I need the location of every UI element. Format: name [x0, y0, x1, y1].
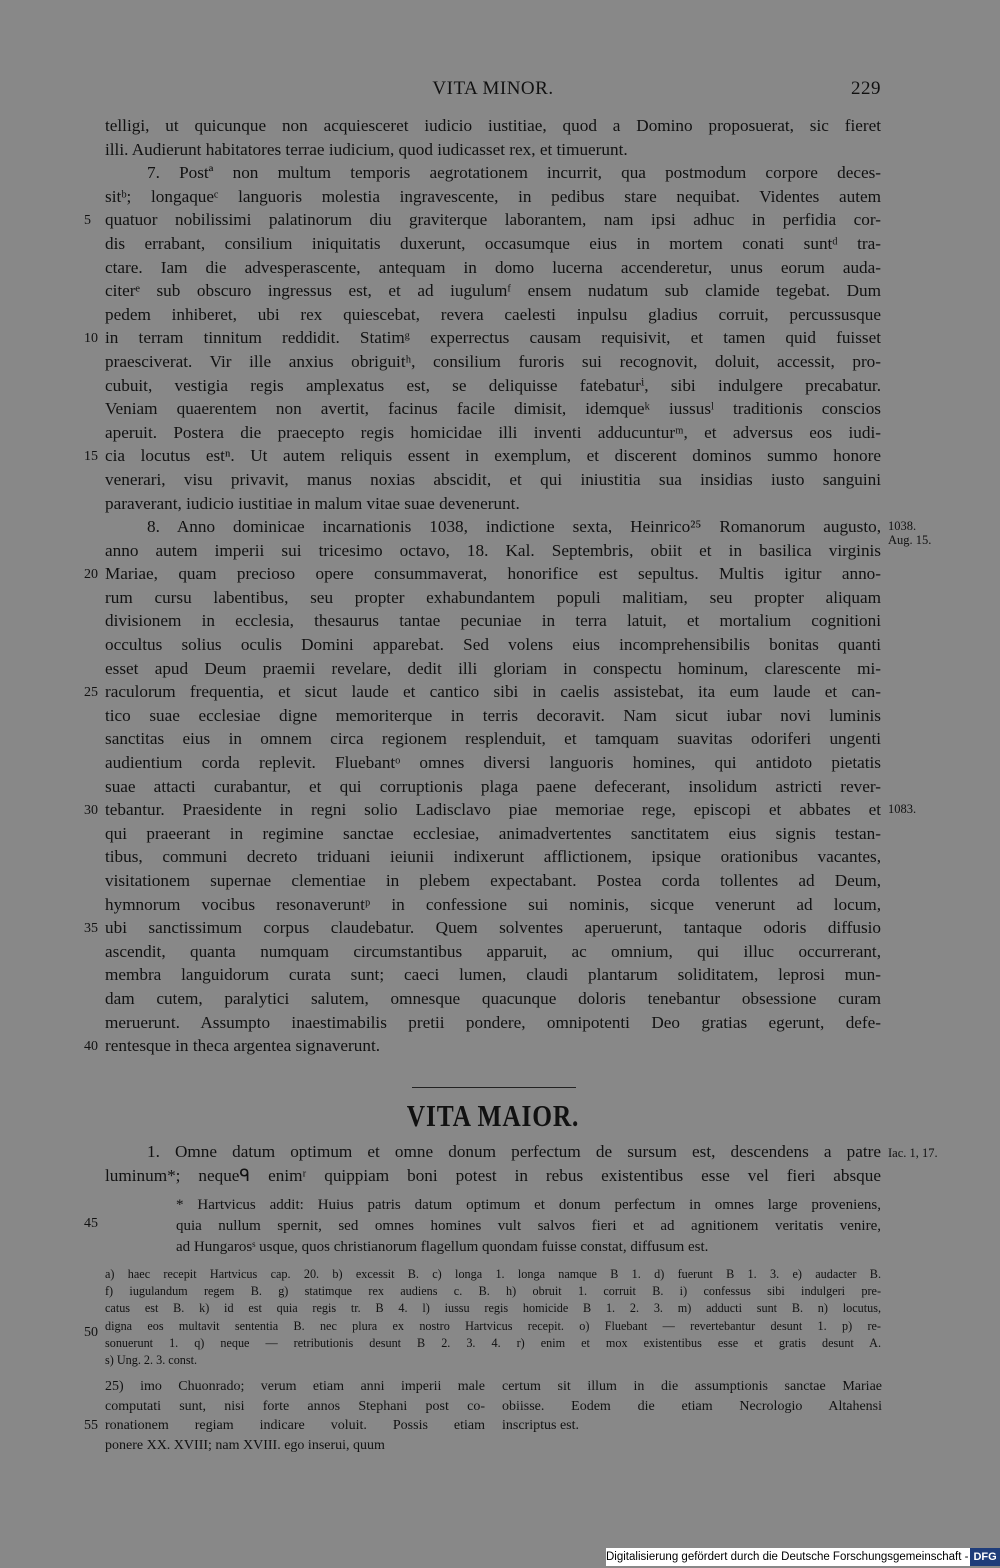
text-line: audientium corda replevit. Fluebantᵒ omnes diversi languoris homines, qui antidoto pietatis	[105, 753, 881, 773]
section-title: VITA MAIOR.	[406, 1098, 580, 1133]
line-number: 35	[84, 921, 98, 937]
text-line: in terram tinnitum reddidit. Statimᵍ experrectus causam requisivit, et tamen quid fuisset	[105, 328, 881, 348]
text-line: ubi sanctissimum corpus claudebatur. Quem solventes aperuerunt, tantaque odoris diffusio	[105, 918, 881, 938]
text-line: 8. Anno dominicae incarnationis 1038, indictione sexta, Heinrico²⁵ Romanorum augusto,	[147, 517, 881, 537]
text-line: ctare. Iam die advesperascente, antequam in domo lucerna accenderetur, unus eorum auda-	[105, 257, 881, 277]
page-number: 229	[851, 78, 881, 99]
footnote-line: f) iugulandum regem B. g) statimque rex audiens c. B. h) obruit 1. corruit B. i) confessus sibi indulgeri pre-	[105, 1284, 881, 1299]
text-line: meruerunt. Assumpto inaestimabilis pretii pondere, omnipotenti Deo gratias egerunt, defe-	[105, 1012, 881, 1032]
editor-note-line: obiisse. Eodem die etiam Necrologio Altahensi	[502, 1398, 882, 1414]
text-line: dis errabant, consilium iniquitatis duxerunt, occasumque eius in mortem conati suntᵈ tra-	[105, 233, 881, 253]
editor-note-line: ponere XX. XVIII; nam XVIII. ego inserui, quum	[105, 1437, 385, 1453]
text-line: citerᵉ sub obscuro ingressus est, et ad iugulumᶠ ensem nudatum sub clamide tegebat. Dum	[105, 281, 881, 301]
author-note-block	[176, 1195, 881, 1258]
text-line: praesciverat. Vir ille anxius obriguitʰ, consilium furoris sui recognovit, doluit, accessit, pro-	[105, 351, 881, 371]
text-line: telligi, ut quicunque non acquiesceret iudicio iustitiae, quod a Domino proposuerat, sic fieret	[105, 116, 881, 135]
text-line: Mariae, quam precioso opere consummaverat, honorifice est sepultus. Multis igitur anno-	[105, 564, 881, 584]
editor-note-line: 25) imo Chuonrado; verum etiam anni imperii male	[105, 1379, 485, 1394]
text-line: membra languidorum curata sunt; caeci lumen, claudi plantarum soliditatem, leprosi mun-	[105, 965, 881, 985]
text-line: dam cutem, paralytici salutem, omnesque quacunque doloris tenebantur obsessione curam	[105, 988, 881, 1008]
text-line: Veniam quaerentem non avertit, facinus facile dimisit, idemqueᵏ iussusˡ traditionis conscios	[105, 399, 881, 419]
text-line: tico suae ecclesiae digne memoriterque in terris decoravit. Nam sicut iubar novi luminis	[105, 705, 881, 725]
text-line: rentesque in theca argentea signaverunt.	[105, 1036, 381, 1056]
footnote-line: a) haec recepit Hartvicus cap. 20. b) excessit B. c) longa 1. longa namque B 1. d) fuerunt B 1. 3. e) audacter B.	[105, 1267, 881, 1281]
note-line: ad Hungarosˢ usque, quos christianorum flagellum quondam fuisse constat, diffusum est.	[176, 1239, 709, 1255]
text-line: aperuit. Postera die praecepto regis homicidae illi inventi adducunturᵐ, et adversus eos iudi-	[105, 422, 881, 442]
text-line: occultus solius oculis Domini apparebat. Sed volens eius incomprehensibilis bonitas quanti	[105, 635, 881, 655]
text-line: 7. Postª non multum temporis aegrotationem incurrit, qua postmodum corpore deces-	[147, 163, 881, 183]
text-line: rum cursu labentibus, seu propter exhabundantem populi malitiam, seu propter aliquam	[105, 587, 881, 607]
footer-text: Digitalisierung gefördert durch die Deutsche Forschungsgemeinschaft	[606, 1551, 962, 1563]
text-line: anno autem imperii sui tricesimo octavo, 18. Kal. Septembris, obiit et in basilica virginis	[105, 540, 881, 560]
editor-note-line: certum sit illum in die assumptionis sanctae Mariae	[502, 1379, 882, 1394]
text-line: sitᵇ; longaqueᶜ languoris molestia ingravescente, in pedibus stare nequibat. Videntes autem	[105, 186, 881, 206]
line-number: 15	[84, 449, 98, 465]
section-text-block	[105, 1140, 881, 1187]
line-number: 20	[84, 567, 98, 583]
footnote-line: digna eos multavit sententia B. nec plura ex nostro Hartvicus recepit. o) Fluebant — revertebantur desunt 1. p) re-	[105, 1318, 881, 1333]
editor-note-line: ronationem regiam indicare voluit. Possis etiam	[105, 1418, 485, 1433]
note-line: * Hartvicus addit: Huius patris datum optimum et donum perfectum in omnes large proveniens,	[176, 1197, 881, 1213]
section-divider	[412, 1087, 576, 1088]
text-line: esset apud Deum praemii revelare, dedit illi gloriam in conspectu hominum, clarescente mi-	[105, 658, 881, 678]
running-header	[105, 78, 881, 104]
note-line: quia nullum spernit, sed omnes homines vult salvos fieri et ad agnitionem veritatis venire,	[176, 1218, 881, 1234]
line-number: 25	[84, 685, 98, 701]
margin-note-iac: Iac. 1, 17.	[888, 1146, 938, 1160]
text-line: hymnorum vocibus resonaveruntᵖ in confessione sui nominis, sicque venerunt ad locum,	[105, 894, 881, 914]
text-line: tebantur. Praesidente in regni solio Ladisclavo piae memoriae rege, episcopi et abbates et	[105, 800, 881, 820]
editor-note-line: computati sunt, nisi forte annos Stephani post co-	[105, 1398, 485, 1414]
footnote-line: s) Ung. 2. 3. const.	[105, 1352, 198, 1367]
text-line: raculorum frequentia, et sicut laude et cantico sibi in caelis assistebat, ita eum laude et can-	[105, 682, 881, 702]
text-line: 1. Omne datum optimum et omne donum perfectum de sursum est, descendens a patre	[147, 1142, 881, 1161]
text-line: paraverant, iudicio iustitiae in malum vitae suae devenerunt.	[105, 493, 520, 513]
line-number: 30	[84, 803, 98, 819]
editor-notes-right	[502, 1377, 882, 1436]
text-line: tibus, communi decreto triduani ieiunii indixerunt afflictionem, ipsique orationibus vacantes,	[105, 847, 881, 867]
footnote-line: sonuerunt 1. q) neque — retributionis desunt B 2. 3. 4. r) enim et mox existentibus esse et gratis desunt A.	[105, 1335, 881, 1350]
text-line: luminum*; nequeᑫ enimʳ quippiam boni potest in rebus existentibus esse vel fieri absque	[105, 1165, 881, 1185]
editor-note-line: inscriptus est.	[502, 1418, 579, 1433]
text-line: ascendit, quanta numquam circumstantibus apparuit, ac omnium, qui illuc occurrerant,	[105, 941, 881, 961]
text-line: pedem inhiberet, ubi rex quiescebat, revera caelesti inpulsu gladius corruit, percussusque	[105, 304, 881, 324]
text-line: suae attacti curabantur, et qui corruptionis plaga paene defecerant, insolidum astricti rever-	[105, 776, 881, 796]
line-number-45: 45	[84, 1216, 98, 1231]
footnotes-block	[105, 1266, 881, 1369]
footer-credit: Digitalisierung gefördert durch die Deutsche Forschungsgemeinschaft - DFG	[606, 1548, 996, 1566]
text-line: cubuit, vestigia regis amplexatus est, se deliquisse fatebaturⁱ, sibi indulgere precabatur.	[105, 375, 881, 395]
text-line: quatuor nobilissimi palatinorum diu graviterque laborantem, nam ipsi adhuc in perfidia cor-	[105, 210, 881, 230]
dfg-logo: DFG	[970, 1548, 999, 1566]
margin-note: Aug. 15.	[888, 533, 932, 548]
line-number: 10	[84, 331, 98, 347]
margin-note: 1038.	[888, 519, 917, 534]
text-line: sanctitas eius in omnem circa regionem resplenduit, et tamquam suavitas odoriferi ungenti	[105, 729, 881, 749]
line-number-50: 50	[84, 1325, 98, 1340]
text-line: venerari, visu privavit, manus noxias abscidit, et qui iniustitia sua insidias iusto sanguini	[105, 469, 881, 489]
running-title: VITA MINOR.	[432, 78, 554, 99]
margin-note: 1083.	[888, 802, 917, 817]
line-number: 40	[84, 1039, 98, 1055]
main-text-block	[105, 114, 881, 1058]
line-number-55: 55	[84, 1418, 98, 1433]
editor-notes-left	[105, 1377, 485, 1455]
text-line: divisionem in ecclesia, thesaurus tantae pecuniae in terra latuit, et mortalium cognitioni	[105, 611, 881, 631]
text-line: cia locutus estⁿ. Ut autem reliquis essent in exemplum, et discerent dominos summo honore	[105, 446, 881, 466]
text-line: illi. Audierunt habitatores terrae iudicium, quod iudicasset rex, et timuerunt.	[105, 139, 628, 159]
text-line: visitationem supernae clementiae in plebem expectabant. Postea corda tollentes ad Deum,	[105, 871, 881, 890]
line-number: 5	[84, 213, 91, 229]
text-line: qui praeerant in regimine sanctae ecclesiae, animadvertentes sanctitatem eius signis testan-	[105, 823, 881, 843]
footnote-line: catus est B. k) id est quia regis tr. B 4. l) iussu regis homicide B 1. 2. 3. m) adducti sunt B. n) locutus,	[105, 1301, 881, 1316]
